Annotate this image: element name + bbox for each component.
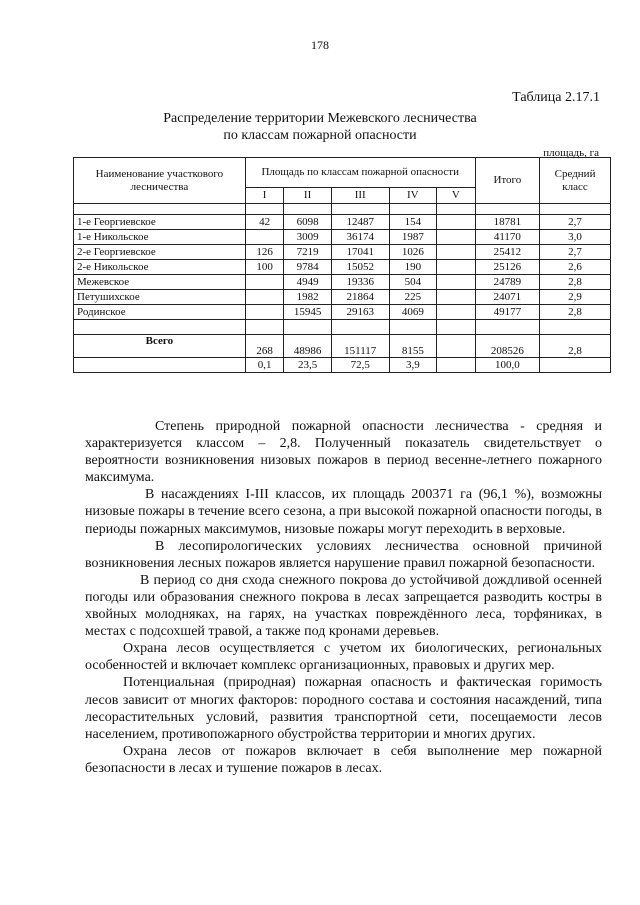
cell-ii: 7219 — [284, 245, 331, 260]
total-iv: 8155 — [389, 335, 436, 358]
total-v — [436, 335, 475, 358]
cell-ii: 6098 — [284, 215, 331, 230]
cell-iii: 19336 — [331, 275, 389, 290]
cell-name: 1-е Георгиевское — [74, 215, 246, 230]
total-i: 268 — [245, 335, 284, 358]
cell-iv: 504 — [389, 275, 436, 290]
table-row — [74, 275, 611, 290]
cell-name: Межевское — [74, 275, 246, 290]
cell-v — [436, 305, 475, 320]
table-row — [74, 260, 611, 275]
percent-iii: 72,5 — [331, 358, 389, 373]
total-row — [74, 335, 611, 358]
cell-v — [436, 230, 475, 245]
percent-ii: 23,5 — [284, 358, 331, 373]
body-text — [85, 418, 602, 777]
cell-name: 2-е Никольское — [74, 260, 246, 275]
cell-iv: 1987 — [389, 230, 436, 245]
cell-iv: 190 — [389, 260, 436, 275]
table-row — [74, 245, 611, 260]
header-class-iv: IV — [389, 188, 436, 204]
cell-i: 100 — [245, 260, 284, 275]
cell-total: 41170 — [475, 230, 539, 245]
header-total: Итого — [475, 158, 539, 204]
table-row — [74, 230, 611, 245]
percent-total: 100,0 — [475, 358, 539, 373]
cell-total: 25412 — [475, 245, 539, 260]
cell-i — [245, 290, 284, 305]
table-row — [74, 215, 611, 230]
total-total: 208526 — [475, 335, 539, 358]
header-class-v: V — [436, 188, 475, 204]
cell-i: 126 — [245, 245, 284, 260]
cell-ii: 1982 — [284, 290, 331, 305]
percent-v — [436, 358, 475, 373]
cell-avg: 2,8 — [540, 275, 611, 290]
cell-iv: 1026 — [389, 245, 436, 260]
cell-avg: 3,0 — [540, 230, 611, 245]
paragraph: Потенциальная (природная) пожарная опасность и фактическая горимость лесов зависит от многих факторов: породного состава и состояния насаждений, типа лесорастительных условий, развития транспортной сети, посещаемости лесов населением, противопожарного обустройства территории и многих других. — [85, 675, 602, 742]
cell-v — [436, 245, 475, 260]
paragraph: Охрана лесов от пожаров включает в себя выполнение мер пожарной безопасности в лесах и тушение пожаров в лесах. — [85, 743, 602, 776]
paragraph: Охрана лесов осуществляется с учетом их биологических, региональных особенностей и включает комплекс организационных, правовых и других мер. — [85, 641, 602, 674]
cell-avg: 2,7 — [540, 245, 611, 260]
total-iii: 151117 — [331, 335, 389, 358]
cell-v — [436, 215, 475, 230]
cell-ii: 3009 — [284, 230, 331, 245]
cell-total: 18781 — [475, 215, 539, 230]
header-class-i: I — [245, 188, 284, 204]
header-area: Площадь по классам пожарной опасности — [245, 158, 475, 188]
cell-iii: 29163 — [331, 305, 389, 320]
paragraph: Степень природной пожарной опасности лесничества - средняя и характеризуется классом – 2,8. Полученный показатель свидетельствует о вероятности возникновения низовых пожаров в период весенне-летнего пожарного максимума. — [85, 419, 602, 486]
cell-i: 42 — [245, 215, 284, 230]
cell-iii: 17041 — [331, 245, 389, 260]
cell-total: 25126 — [475, 260, 539, 275]
cell-total: 49177 — [475, 305, 539, 320]
header-class-ii: II — [284, 188, 331, 204]
cell-name: Петушихское — [74, 290, 246, 305]
cell-name: 2-е Георгиевское — [74, 245, 246, 260]
cell-iv: 225 — [389, 290, 436, 305]
cell-ii: 4949 — [284, 275, 331, 290]
table-row — [74, 305, 611, 320]
paragraph: В лесопирологических условиях лесничества основной причиной возникновения лесных пожаров является нарушение правил пожарной безопасности. — [85, 538, 602, 571]
header-name: Наименование участкового лесничества — [74, 158, 246, 204]
cell-i — [245, 305, 284, 320]
cell-iii: 21864 — [331, 290, 389, 305]
total-ii: 48986 — [284, 335, 331, 358]
table-label: Таблица 2.17.1 — [512, 90, 600, 105]
paragraph: В насаждениях I-III классов, их площадь 200371 га (96,1 %), возможны низовые пожары в течение всего сезона, а при высокой пожарной опасности погоды, в периоды пожарных максимумов, низовые пожары могут переходить в верховые. — [85, 487, 602, 537]
header-avg: Средний класс — [540, 158, 611, 204]
cell-avg: 2,9 — [540, 290, 611, 305]
cell-iii: 12487 — [331, 215, 389, 230]
header-class-iii: III — [331, 188, 389, 204]
cell-iv: 154 — [389, 215, 436, 230]
percent-row — [74, 358, 611, 373]
table-title — [0, 110, 640, 144]
cell-iv: 4069 — [389, 305, 436, 320]
percent-i: 0,1 — [245, 358, 284, 373]
cell-ii: 9784 — [284, 260, 331, 275]
cell-name: 1-е Никольское — [74, 230, 246, 245]
total-label: Всего — [74, 335, 246, 358]
cell-i — [245, 230, 284, 245]
units-label: площадь, га — [543, 147, 599, 159]
spacer-row — [74, 204, 611, 215]
cell-v — [436, 290, 475, 305]
cell-name: Родинское — [74, 305, 246, 320]
title-line-1: Распределение территории Межевского лесничества — [163, 111, 477, 126]
cell-total: 24789 — [475, 275, 539, 290]
title-line-2: по классам пожарной опасности — [223, 128, 417, 143]
cell-avg: 2,8 — [540, 305, 611, 320]
percent-iv: 3,9 — [389, 358, 436, 373]
spacer-row — [74, 320, 611, 335]
total-avg: 2,8 — [540, 335, 611, 358]
cell-avg: 2,7 — [540, 215, 611, 230]
cell-total: 24071 — [475, 290, 539, 305]
cell-iii: 15052 — [331, 260, 389, 275]
cell-ii: 15945 — [284, 305, 331, 320]
cell-iii: 36174 — [331, 230, 389, 245]
fire-class-table — [73, 157, 611, 373]
paragraph: В период со дня схода снежного покрова до устойчивой дождливой осенней погоды или образования снежного покрова в лесах запрещается разводить костры в хвойных молодняках, на гарях, на участках повреждённого леса, торфяниках, в местах с подсохшей травой, а также под кронами деревьев. — [85, 572, 602, 640]
table-row — [74, 290, 611, 305]
cell-avg: 2,6 — [540, 260, 611, 275]
cell-v — [436, 275, 475, 290]
cell-i — [245, 275, 284, 290]
cell-v — [436, 260, 475, 275]
page-number: 178 — [311, 38, 329, 52]
